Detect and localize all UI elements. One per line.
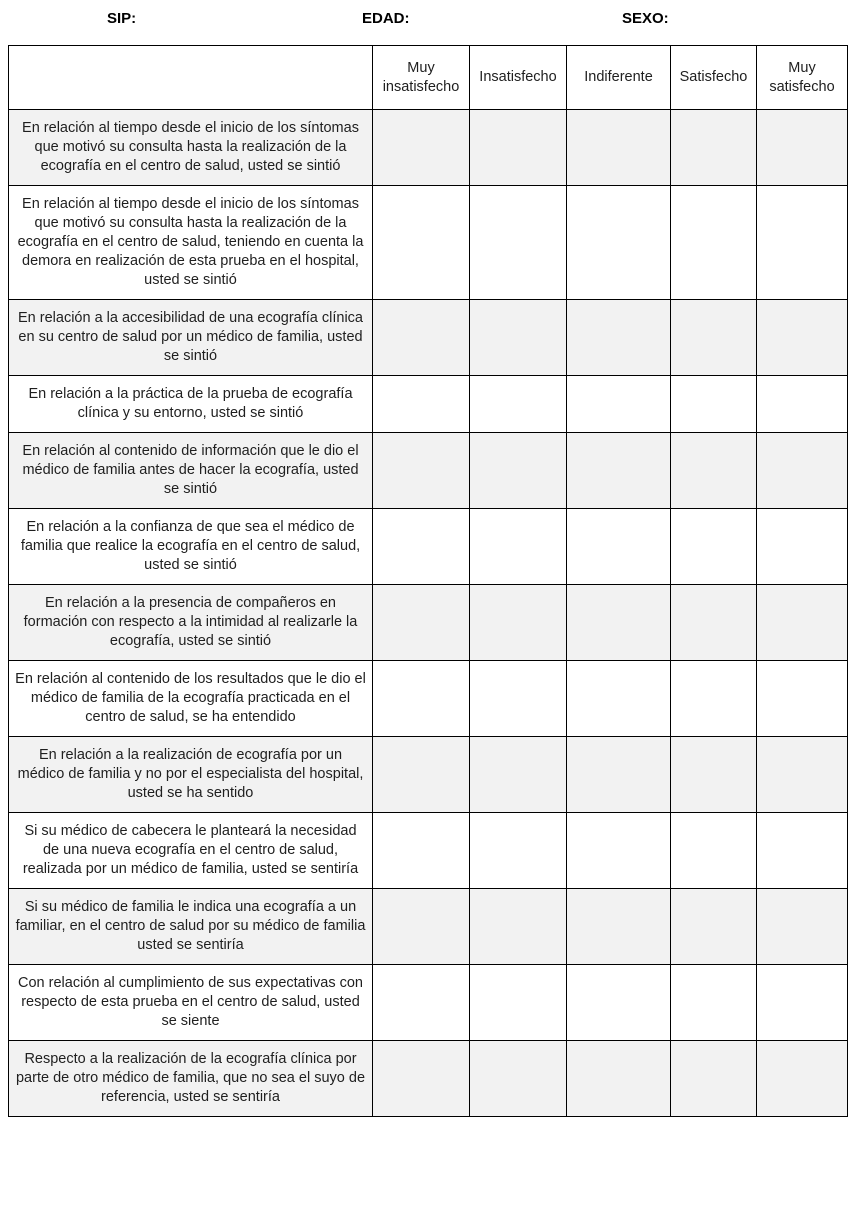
answer-cell[interactable] (373, 965, 470, 1041)
answer-cell[interactable] (671, 300, 757, 376)
answer-cell[interactable] (470, 186, 567, 300)
satisfaction-survey-table (8, 45, 848, 1117)
patient-fields (0, 10, 849, 34)
table-row (9, 300, 848, 376)
answer-cell[interactable] (470, 1041, 567, 1117)
answer-cell[interactable] (671, 433, 757, 509)
table-row (9, 661, 848, 737)
answer-cell[interactable] (470, 433, 567, 509)
answer-cell[interactable] (373, 813, 470, 889)
table-row (9, 376, 848, 433)
answer-cell[interactable] (470, 509, 567, 585)
answer-cell[interactable] (373, 1041, 470, 1117)
question-text: En relación a la práctica de la prueba de ecografía clínica y su entorno, usted se sintió (9, 376, 373, 433)
answer-cell[interactable] (671, 889, 757, 965)
corner-blank-cell (9, 46, 373, 110)
answer-cell[interactable] (671, 737, 757, 813)
column-header-indiferente: Indiferente (567, 46, 671, 110)
table-row (9, 965, 848, 1041)
table-row (9, 433, 848, 509)
answer-cell[interactable] (757, 813, 848, 889)
answer-cell[interactable] (757, 110, 848, 186)
question-text: En relación al contenido de los resultados que le dio el médico de familia de la ecografía practicada en el centro de salud, se ha entendido (9, 661, 373, 737)
answer-cell[interactable] (757, 186, 848, 300)
answer-cell[interactable] (567, 737, 671, 813)
answer-cell[interactable] (757, 433, 848, 509)
answer-cell[interactable] (567, 110, 671, 186)
answer-cell[interactable] (671, 509, 757, 585)
answer-cell[interactable] (567, 1041, 671, 1117)
answer-cell[interactable] (373, 300, 470, 376)
question-text: En relación al tiempo desde el inicio de los síntomas que motivó su consulta hasta la realización de la ecografía en el centro de salud, usted se sintió (9, 110, 373, 186)
column-header-insatisfecho: Insatisfecho (470, 46, 567, 110)
answer-cell[interactable] (373, 433, 470, 509)
answer-cell[interactable] (470, 376, 567, 433)
answer-cell[interactable] (567, 585, 671, 661)
answer-cell[interactable] (470, 110, 567, 186)
table-row (9, 737, 848, 813)
question-text: En relación a la accesibilidad de una ecografía clínica en su centro de salud por un médico de familia, usted se sintió (9, 300, 373, 376)
answer-cell[interactable] (567, 661, 671, 737)
answer-cell[interactable] (671, 186, 757, 300)
table-row (9, 1041, 848, 1117)
answer-cell[interactable] (757, 965, 848, 1041)
answer-cell[interactable] (373, 585, 470, 661)
answer-cell[interactable] (567, 376, 671, 433)
answer-cell[interactable] (470, 813, 567, 889)
answer-cell[interactable] (757, 737, 848, 813)
answer-cell[interactable] (671, 585, 757, 661)
answer-cell[interactable] (671, 1041, 757, 1117)
answer-cell[interactable] (757, 889, 848, 965)
table-row (9, 889, 848, 965)
answer-cell[interactable] (567, 965, 671, 1041)
answer-cell[interactable] (757, 300, 848, 376)
answer-cell[interactable] (671, 376, 757, 433)
answer-cell[interactable] (567, 186, 671, 300)
question-rows (9, 110, 848, 1117)
table-row (9, 186, 848, 300)
answer-cell[interactable] (470, 661, 567, 737)
question-text: Si su médico de cabecera le planteará la necesidad de una nueva ecografía en el centro de salud, realizada por un médico de familia, usted se sentiría (9, 813, 373, 889)
column-header-satisfecho: Satisfecho (671, 46, 757, 110)
answer-cell[interactable] (567, 433, 671, 509)
question-text: Respecto a la realización de la ecografía clínica por parte de otro médico de familia, que no sea el suyo de referencia, usted se sentiría (9, 1041, 373, 1117)
column-header-muy-satisfecho: Muy satisfecho (757, 46, 848, 110)
answer-cell[interactable] (470, 585, 567, 661)
sexo-field-label: SEXO: (622, 10, 669, 27)
answer-cell[interactable] (757, 585, 848, 661)
answer-cell[interactable] (757, 376, 848, 433)
question-text: En relación al contenido de información que le dio el médico de familia antes de hacer la ecografía, usted se sintió (9, 433, 373, 509)
answer-cell[interactable] (757, 509, 848, 585)
answer-cell[interactable] (671, 965, 757, 1041)
answer-cell[interactable] (373, 737, 470, 813)
answer-cell[interactable] (470, 300, 567, 376)
answer-cell[interactable] (757, 661, 848, 737)
answer-cell[interactable] (671, 813, 757, 889)
table-row (9, 110, 848, 186)
column-header-muy-insatisfecho: Muy insatisfecho (373, 46, 470, 110)
answer-cell[interactable] (470, 889, 567, 965)
answer-cell[interactable] (373, 110, 470, 186)
answer-cell[interactable] (470, 965, 567, 1041)
answer-cell[interactable] (757, 1041, 848, 1117)
question-text: En relación a la confianza de que sea el médico de familia que realice la ecografía en el centro de salud, usted se sintió (9, 509, 373, 585)
answer-cell[interactable] (373, 186, 470, 300)
answer-cell[interactable] (373, 509, 470, 585)
edad-field-label: EDAD: (362, 10, 410, 27)
header-row (9, 46, 848, 110)
question-text: Si su médico de familia le indica una ecografía a un familiar, en el centro de salud por su médico de familia usted se sentiría (9, 889, 373, 965)
answer-cell[interactable] (567, 300, 671, 376)
answer-cell[interactable] (373, 376, 470, 433)
answer-cell[interactable] (671, 661, 757, 737)
table-row (9, 813, 848, 889)
question-text: Con relación al cumplimiento de sus expectativas con respecto de esta prueba en el centro de salud, usted se siente (9, 965, 373, 1041)
answer-cell[interactable] (567, 509, 671, 585)
answer-cell[interactable] (373, 889, 470, 965)
answer-cell[interactable] (671, 110, 757, 186)
answer-cell[interactable] (373, 661, 470, 737)
sip-field-label: SIP: (107, 10, 137, 27)
table-row (9, 509, 848, 585)
question-text: En relación a la presencia de compañeros en formación con respecto a la intimidad al realizarle la ecografía, usted se sintió (9, 585, 373, 661)
answer-cell[interactable] (470, 737, 567, 813)
table-row (9, 585, 848, 661)
question-text: En relación al tiempo desde el inicio de los síntomas que motivó su consulta hasta la realización de la ecografía en el centro de salud, teniendo en cuenta la demora en realización de esta prueba en el hospital, usted se sintió (9, 186, 373, 300)
answer-cell[interactable] (567, 889, 671, 965)
question-text: En relación a la realización de ecografía por un médico de familia y no por el especialista del hospital, usted se ha sentido (9, 737, 373, 813)
answer-cell[interactable] (567, 813, 671, 889)
